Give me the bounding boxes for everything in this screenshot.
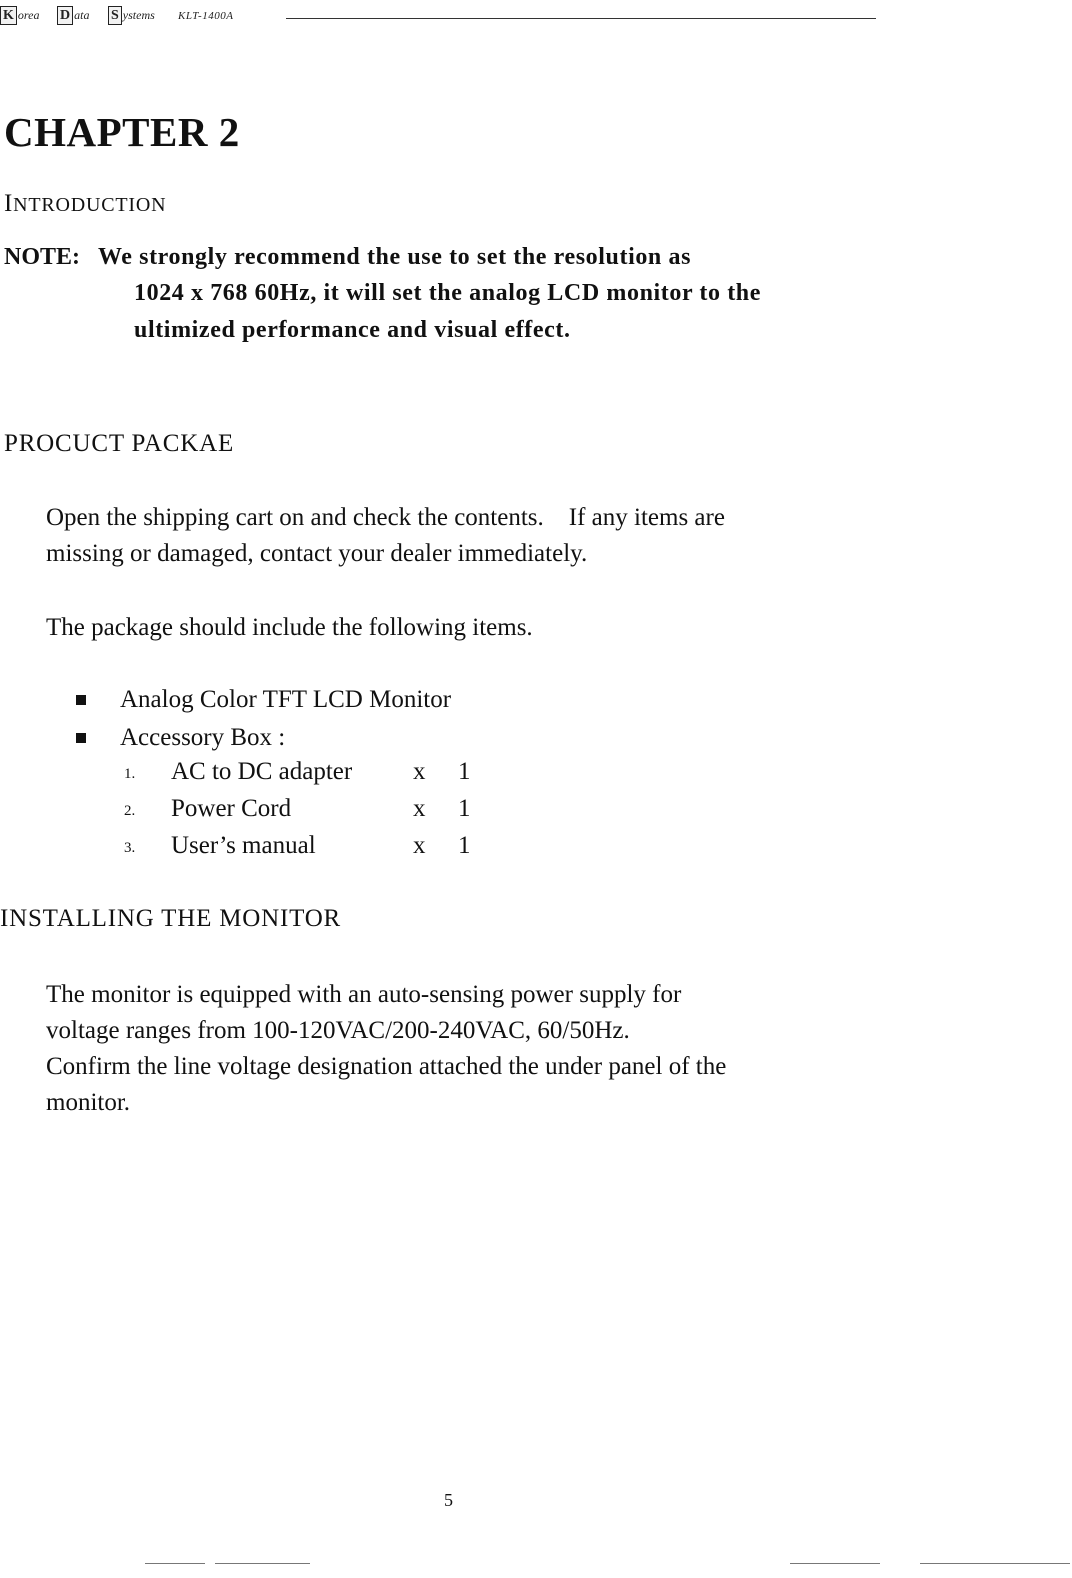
model-number: KLT-1400A <box>178 10 234 22</box>
scan-mark <box>145 1563 205 1564</box>
scan-mark <box>215 1563 310 1564</box>
square-bullet-icon <box>76 733 86 743</box>
paragraph-line: voltage ranges from 100-120VAC/200-240VAC, 60/50Hz. <box>46 1017 630 1044</box>
introduction-heading: INTRODUCTION <box>4 190 167 217</box>
brand-korea: K orea <box>0 6 39 25</box>
paragraph-line: Confirm the line voltage designation attached the under panel of the <box>46 1053 727 1080</box>
paragraph-line: monitor. <box>46 1089 131 1116</box>
brand-systems: S ystems <box>108 6 155 25</box>
paragraph-line: The monitor is equipped with an auto-sensing power supply for <box>46 981 682 1008</box>
paragraph-line: Open the shipping cart on and check the contents. If any items are <box>46 504 725 531</box>
chapter-title: CHAPTER 2 <box>4 109 240 155</box>
package-include-text: The package should include the following items. <box>46 614 533 641</box>
note-line: We strongly recommend the use to set the resolution as <box>98 244 692 270</box>
paragraph-line: missing or damaged, contact your dealer immediately. <box>46 540 588 567</box>
brand-data: D ata <box>57 6 89 25</box>
page-number: 5 <box>444 1490 453 1510</box>
note-label: NOTE: <box>4 244 81 270</box>
package-intro-paragraph <box>46 500 876 572</box>
header-rule <box>286 18 876 19</box>
product-package-heading: PROCUCT PACKAE <box>4 430 235 457</box>
note-line: ultimized performance and visual effect. <box>134 317 571 343</box>
installing-paragraph <box>46 977 876 1121</box>
running-header <box>0 6 880 30</box>
installing-heading: INSTALLING THE MONITOR <box>0 905 342 932</box>
scan-mark <box>790 1563 880 1564</box>
scan-mark <box>920 1563 1070 1564</box>
note-line: 1024 x 768 60Hz, it will set the analog LCD monitor to the <box>134 280 761 306</box>
square-bullet-icon <box>76 695 86 705</box>
